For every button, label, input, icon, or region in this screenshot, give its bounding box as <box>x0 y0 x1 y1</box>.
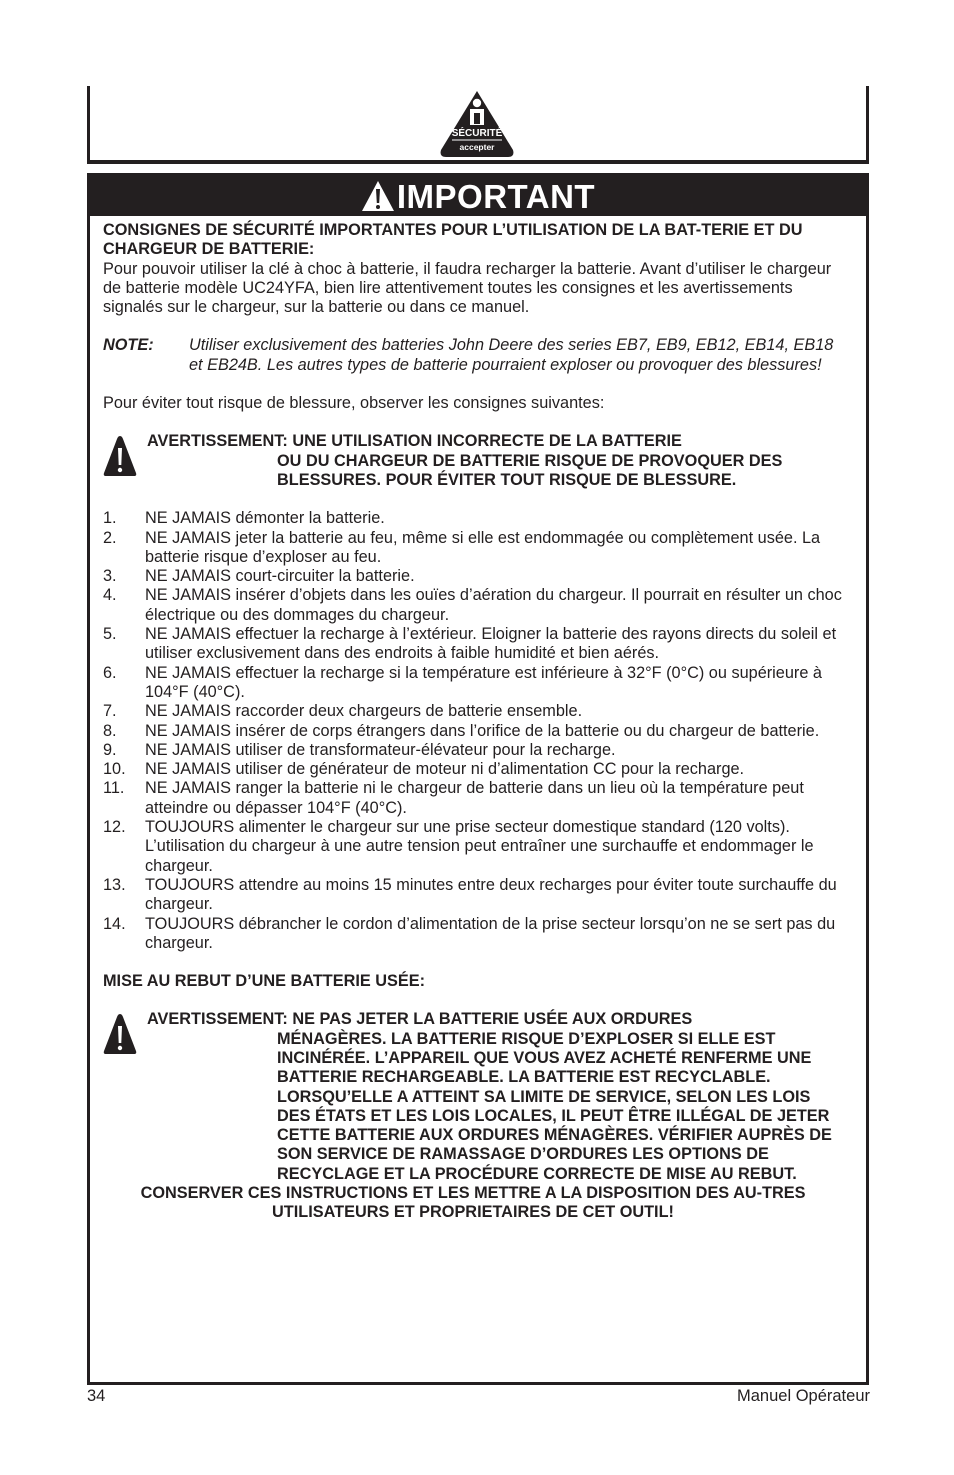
list-item: 4. NE JAMAIS insérer d’objets dans les ouïes d’aération du chargeur. Il pourrait en résulter un choc électrique ou des dommages du chargeur. <box>103 586 842 624</box>
list-item: 8. NE JAMAIS insérer de corps étrangers dans l’orifice de la batterie ou du chargeur de batterie. <box>103 721 820 740</box>
notice-content <box>103 221 843 1223</box>
list-item: 12. TOUJOURS alimenter le chargeur sur une prise secteur domestique standard (120 volts). L’utilisation du chargeur à une autre tension peut entraîner une surchauffe et endommager le chargeur. <box>103 818 814 875</box>
list-item: 11. NE JAMAIS ranger la batterie ni le chargeur de batterie dans un lieu où la température peut atteindre ou dépasser 104°F (40°C). <box>103 779 804 817</box>
warning1-text: OU DU CHARGEUR DE BATTERIE RISQUE DE PROVOQUER DES BLESSURES. POUR ÉVITER TOUT RISQUE DE BLESSURE. <box>277 451 783 489</box>
list-item: 3. NE JAMAIS court-circuiter la batterie. <box>103 567 415 586</box>
note-label: NOTE: <box>103 336 154 355</box>
logo-line1: SÉCURITÉ <box>451 128 503 139</box>
warning1-first-line: AVERTISSEMENT: UNE UTILISATION INCORRECTE DE LA BATTERIE <box>147 432 682 451</box>
intro-body: Pour pouvoir utiliser la clé à choc à batterie, il faudra recharger la batterie. Avant d’utiliser le chargeur de batterie modèle UC24YFA, bien lire attentivement toutes les consignes et les avertissements signalés sur le chargeur, sur la batterie ou dans ce manuel. <box>103 259 832 317</box>
important-banner <box>90 176 866 216</box>
prevent-text: Pour éviter tout risque de blessure, observer les consignes suivantes: <box>103 394 605 413</box>
disposal-heading: MISE AU REBUT D’UNE BATTERIE USÉE: <box>103 972 426 991</box>
warning2-text: MÉNAGÈRES. LA BATTERIE RISQUE D’EXPLOSER SI ELLE EST INCINÉRÉE. L’APPAREIL QUE VOUS AVEZ ACHETÉ RENFERME UNE BATTERIE RECHARGEABLE. LA BATTERIE EST RECYCLABLE. LORSQU’ELLE A ATTEINT SA LIMITE DE SERVICE, SELON LES LOIS DES ÉTATS ET LES LOIS LOCALES, IL PEUT ÊTRE ILLÉGAL DE JETER CETTE BATTERIE AUX ORDURES MÉNAGÈRES. VÉRIFIER AUPRÈS DE SON SERVICE DE RAMASSAGE D’ORDURES LES OPTIONS DE RECYCLAGE ET LA PROCÉDURE CORRECTE DE MISE AU REBUT. <box>277 1029 832 1183</box>
list-item: 2. NE JAMAIS jeter la batterie au feu, même si elle est endommagée ou complètement usée. La batterie risque d’exploser au feu. <box>103 528 821 566</box>
list-item: 7. NE JAMAIS raccorder deux chargeurs de batterie ensemble. <box>103 702 583 721</box>
list-item: 9. NE JAMAIS utiliser de transformateur-élévateur pour la recharge. <box>103 740 616 759</box>
warning-triangle-icon <box>361 180 395 212</box>
list-item: 13. TOUJOURS attendre au moins 15 minutes entre deux recharges pour éviter toute surchauffe du chargeur. <box>103 875 837 914</box>
warning2-first-line: AVERTISSEMENT: NE PAS JETER LA BATTERIE USÉE AUX ORDURES <box>147 1010 693 1029</box>
warning-triangle-icon <box>103 1013 137 1055</box>
list-item: 5. NE JAMAIS effectuer la recharge à l’extérieur. Eloigner la batterie des rayons directs du soleil et utiliser exclusivement dans des endroits à faible humidité et bien aérés. <box>103 625 837 663</box>
important-notice-box <box>87 173 869 1385</box>
list-item: 14. TOUJOURS débrancher le cordon d’alimentation de la prise secteur lorsqu’on ne se sert pas du chargeur. <box>103 914 836 952</box>
intro-heading: CONSIGNES DE SÉCURITÉ IMPORTANTES POUR L’UTILISATION DE LA BAT-TERIE ET DU CHARGEUR DE BATTERIE: <box>103 221 803 259</box>
safety-list <box>103 509 843 953</box>
page-number: 34 <box>87 1387 106 1405</box>
manual-title: Manuel Opérateur <box>737 1387 870 1405</box>
banner-title: IMPORTANT <box>396 177 596 215</box>
note-text: Utiliser exclusivement des batteries John Deere des series EB7, EB9, EB12, EB14, EB18 et EB24B. Les autres types de batterie pourraient exploser ou provoquer des blessures! <box>189 336 834 374</box>
warning-block-misuse <box>103 432 843 490</box>
warning-triangle-icon <box>103 435 137 477</box>
warning-block-disposal <box>103 1010 843 1184</box>
safety-accepted-logo-icon <box>438 90 516 158</box>
logo-line2: accepter <box>459 142 495 152</box>
list-item: 10. NE JAMAIS utiliser de générateur de moteur ni d’alimentation CC pour la recharge. <box>103 760 745 779</box>
list-item: 1. NE JAMAIS démonter la batterie. <box>103 509 385 528</box>
list-item: 6. NE JAMAIS effectuer la recharge si la température est inférieure à 32°F (0°C) ou supérieure à 104°F (40°C). <box>103 663 822 701</box>
closing-statement: CONSERVER CES INSTRUCTIONS ET LES METTRE A LA DISPOSITION DES AU-TRES UTILISATEURS ET PROPRIETAIRES DE CET OUTIL! <box>140 1184 806 1222</box>
note-block <box>103 336 843 375</box>
